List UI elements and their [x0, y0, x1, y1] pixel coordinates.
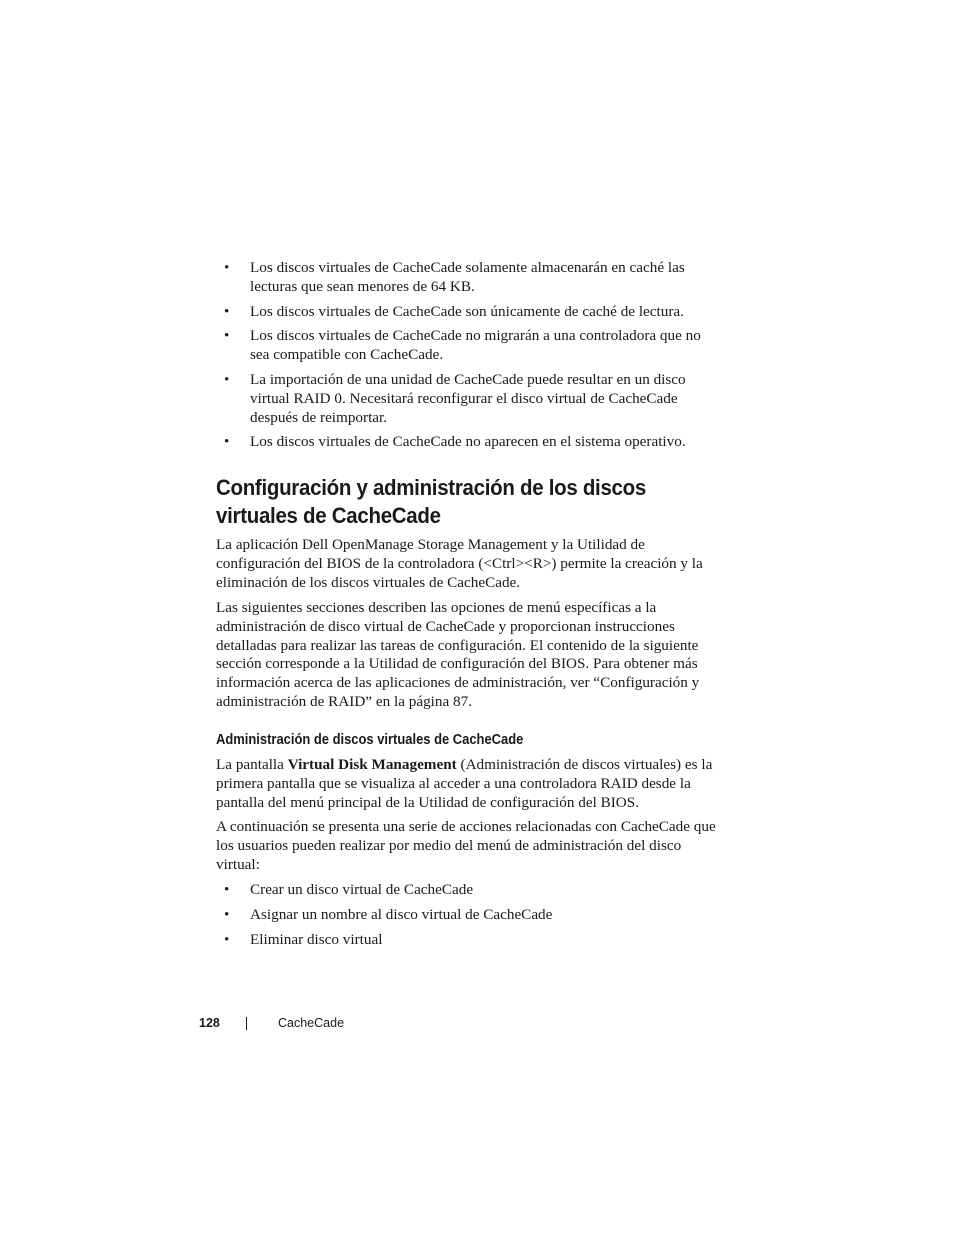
- screen-name: Virtual Disk Management: [287, 756, 457, 773]
- paragraph-sections: Las siguientes secciones describen las opciones de menú específicas a la administración de disco virtual de CacheCade y proporcionan instrucciones detalladas para realizar las tareas de configuración. El contenido de la siguiente sección corresponde a la Utilidad de configuración del BIOS. Para obtener más información acerca de las aplicaciones de administración, ver “Configuración y administración de RAID” en la página 87.: [216, 599, 700, 710]
- paragraph-text: La pantalla: [216, 756, 288, 773]
- bullet-list-limitations: [216, 259, 716, 458]
- bullet-list-actions: [216, 881, 716, 956]
- bullet-icon: •: [224, 302, 230, 320]
- list-item: [216, 327, 716, 365]
- bullet-icon: •: [224, 930, 230, 948]
- paragraph-text: (Administración de discos virtuales) es la primera pantalla que se visualiza al acceder a una controladora RAID desde la pantalla del menú principal de la Utilidad de configuración del BIOS.: [216, 756, 713, 811]
- footer-chapter-title: CacheCade: [278, 1016, 345, 1030]
- sub-heading: Administración de discos virtuales de CacheCade: [216, 732, 524, 748]
- page-number: 128: [199, 1016, 220, 1030]
- list-item: [216, 881, 716, 900]
- section-heading: Configuración y administración de los discos virtuales de CacheCade: [216, 475, 646, 528]
- list-item-text: Crear un disco virtual de CacheCade: [250, 881, 474, 898]
- list-item: [216, 371, 716, 427]
- bullet-icon: •: [224, 259, 230, 276]
- list-item: [216, 259, 716, 297]
- paragraph-intro: La aplicación Dell OpenManage Storage Management y la Utilidad de configuración del BIOS de la controladora (<Ctrl><R>) permite la creación y la eliminación de los discos virtuales de CacheCade.: [216, 536, 703, 591]
- list-item: [216, 906, 716, 925]
- bullet-icon: •: [224, 327, 230, 345]
- paragraph-actions: A continuación se presenta una serie de acciones relacionadas con CacheCade que los usuarios pueden realizar por medio del menú de administración del disco virtual:: [216, 818, 716, 873]
- bullet-icon: •: [224, 905, 230, 923]
- list-item-text: La importación de una unidad de CacheCade puede resultar en un disco virtual RAID 0. Necesitará reconfigurar el disco virtual de CacheCade después de reimportar.: [250, 370, 686, 426]
- list-item: [216, 433, 716, 452]
- list-item-text: Los discos virtuales de CacheCade no aparecen en el sistema operativo.: [250, 433, 686, 451]
- bullet-icon: •: [224, 370, 230, 388]
- list-item-text: Asignar un nombre al disco virtual de CacheCade: [250, 905, 553, 923]
- list-item: [216, 931, 716, 950]
- bullet-icon: •: [224, 433, 230, 451]
- list-item-text: Los discos virtuales de CacheCade solamente almacenarán en caché las lecturas que sean menores de 64 KB.: [250, 259, 685, 295]
- paragraph-vd-management: [216, 756, 716, 812]
- footer-divider: [246, 1017, 247, 1030]
- bullet-icon: •: [224, 881, 230, 898]
- list-item: [216, 303, 716, 322]
- list-item-text: Los discos virtuales de CacheCade no migrarán a una controladora que no sea compatible con CacheCade.: [250, 327, 701, 364]
- list-item-text: Los discos virtuales de CacheCade son únicamente de caché de lectura.: [250, 302, 684, 320]
- list-item-text: Eliminar disco virtual: [250, 930, 383, 948]
